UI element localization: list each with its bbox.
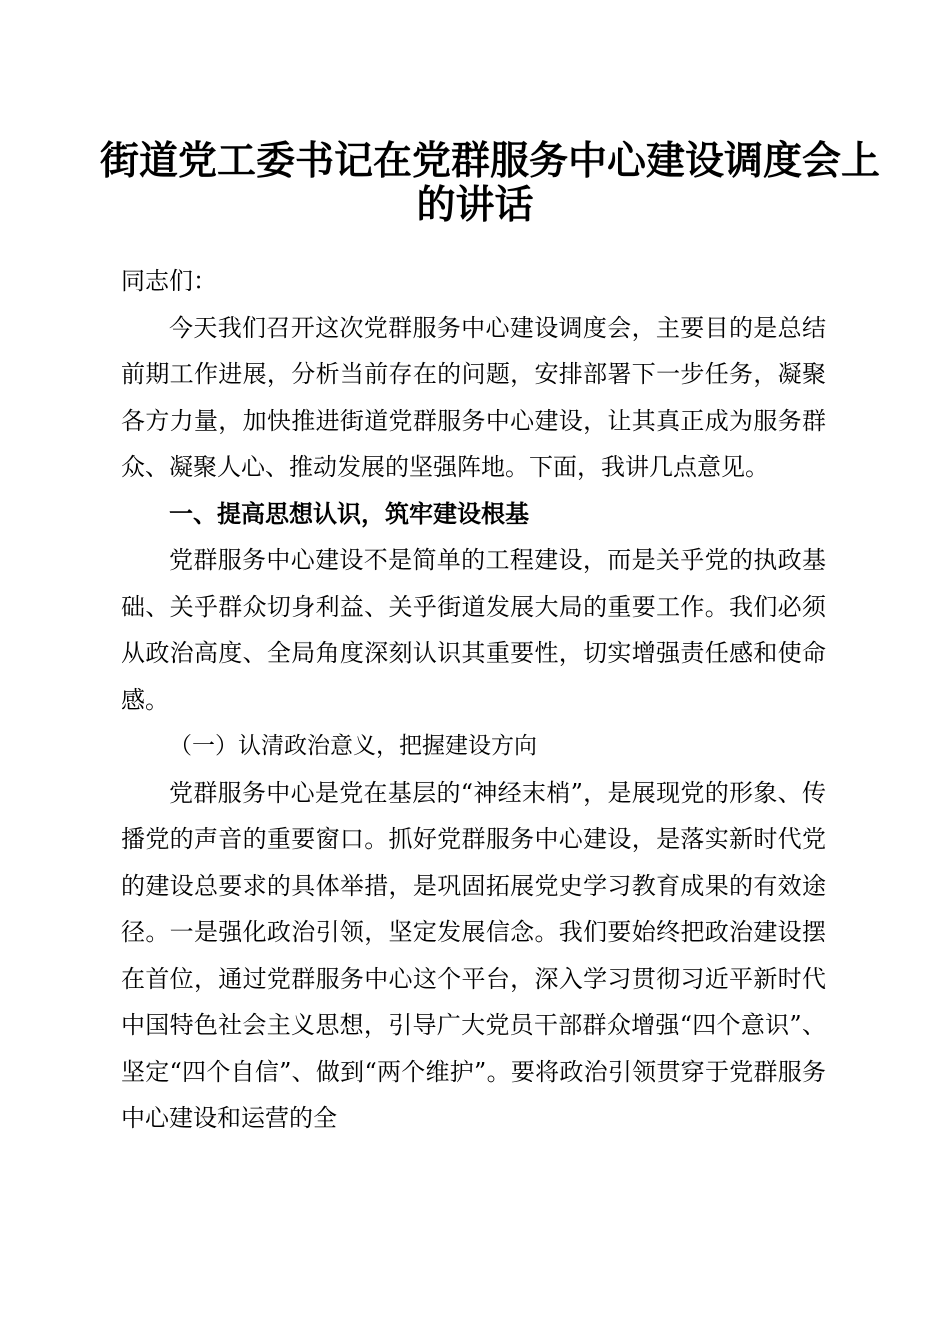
document-body <box>121 258 826 1142</box>
document-title-line-1: 街道党工委书记在党群服务中心建设调度会上 <box>100 138 881 184</box>
subsection-1-heading: （一）认清政治意义，把握建设方向 <box>169 733 537 759</box>
section-1-heading: 一、提高思想认识，筑牢建设根基 <box>169 499 529 528</box>
salutation: 同志们： <box>121 267 217 295</box>
intro-paragraph: 今天我们召开这次党群服务中心建设调度会，主要目的是总结前期工作进展，分析当前存在的问题，安排部署下一步任务，凝聚各方力量，加快推进街道党群服务中心建设，让其真正成为服务群众、凝聚人心、推动发展的坚强阵地。下面，我讲几点意见。 <box>121 313 826 481</box>
subsection-1-paragraph: 党群服务中心是党在基层的“神经末梢”，是展现党的形象、传播党的声音的重要窗口。抓好党群服务中心建设，是落实新时代党的建设总要求的具体举措，是巩固拓展党史学习教育成果的有效途径。一是强化政治引领，坚定发展信念。我们要始终把政治建设摆在首位，通过党群服务中心这个平台，深入学习贯彻习近平新时代中国特色社会主义思想，引导广大党员干部群众增强“四个意识”、坚定“四个自信”、做到“两个维护”。要将政治引领贯穿于党群服务中心建设和运营的全 <box>121 778 826 1132</box>
section-1-paragraph: 党群服务中心建设不是简单的工程建设，而是关乎党的执政基础、关乎群众切身利益、关乎街道发展大局的重要工作。我们必须从政治高度、全局角度深刻认识其重要性，切实增强责任感和使命感。 <box>121 546 826 714</box>
document-title-line-2: 的讲话 <box>416 182 534 228</box>
